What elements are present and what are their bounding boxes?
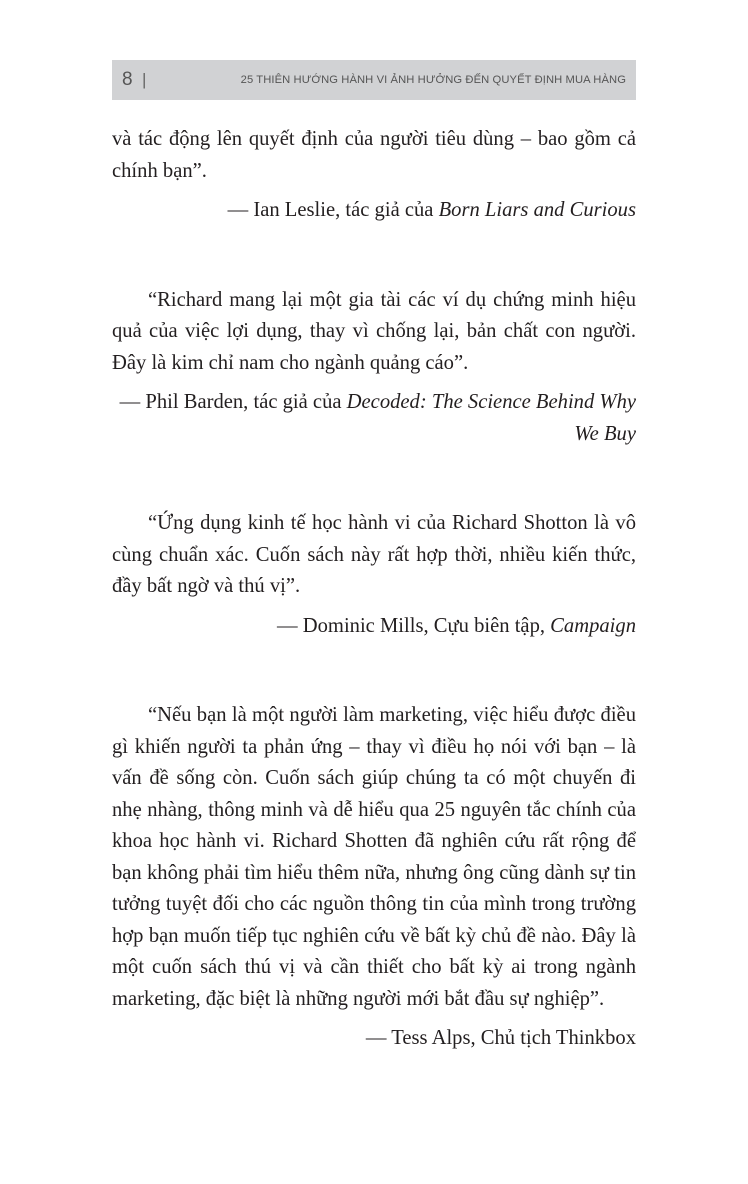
running-header [112, 60, 636, 100]
quote-attribution [112, 387, 636, 450]
attribution-author: — Tess Alps, Chủ tịch Thinkbox [365, 1027, 636, 1049]
attribution-book-title: Born Liars and Curious [438, 199, 636, 221]
page-number: 8 [122, 69, 133, 90]
quote-attribution [112, 195, 636, 227]
attribution-author: — Dominic Mills, Cựu biên tập, [277, 614, 551, 637]
page-body [112, 124, 636, 1055]
quote-text: “Richard mang lại một gia tài các ví dụ chứng minh hiệu quả của việc lợi dụng, thay vì chống lại, bản chất con người. Đây là kim chỉ nam cho ngành quảng cáo”. [112, 288, 636, 374]
header-separator: | [142, 70, 147, 89]
quote-text: “Ứng dụng kinh tế học hành vi của Richard Shotton là vô cùng chuẩn xác. Cuốn sách này rất hợp thời, nhiều kiến thức, đầy bất ngờ và thú vị”. [112, 512, 636, 597]
spacer [112, 642, 636, 700]
spacer [112, 227, 636, 285]
attribution-book-title: Campaign [550, 614, 636, 637]
attribution-book-title: Decoded: The Science Behind Why We Buy [346, 391, 636, 445]
attribution-author: — Ian Leslie, tác giả của [227, 199, 439, 221]
running-title: 25 THIÊN HƯỚNG HÀNH VI ẢNH HƯỞNG ĐẾN QUYẾT ĐỊNH MUA HÀNG [240, 74, 626, 86]
quote-text: “Nếu bạn là một người làm marketing, việc hiểu được điều gì khiến người ta phản ứng – thay vì điều họ nói với bạn – là vấn đề sống còn. Cuốn sách giúp chúng ta có một chuyến đi nhẹ nhàng, thông minh và dễ hiểu qua 25 nguyên tắc chính của khoa học hành vi. Richard Shotten đã nghiên cứu rất rộng để bạn không phải tìm hiểu thêm nữa, nhưng ông cũng dành sự tin tưởng tuyệt đối cho các nguồn thông tin của mình trong trường hợp bạn muốn tiếp tục nghiên cứu về bất kỳ chủ đề nào. Đây là một cuốn sách thú vị và cần thiết cho bất kỳ ai trong ngành marketing, đặc biệt là những người mới bắt đầu sự nghiệp”. [112, 704, 636, 1010]
quote-attribution [112, 1023, 636, 1055]
spacer [112, 450, 636, 508]
quote-text: và tác động lên quyết định của người tiêu dùng – bao gồm cả chính bạn”. [112, 128, 636, 182]
quote-attribution [112, 611, 636, 643]
attribution-author: — Phil Barden, tác giả của [119, 391, 347, 413]
